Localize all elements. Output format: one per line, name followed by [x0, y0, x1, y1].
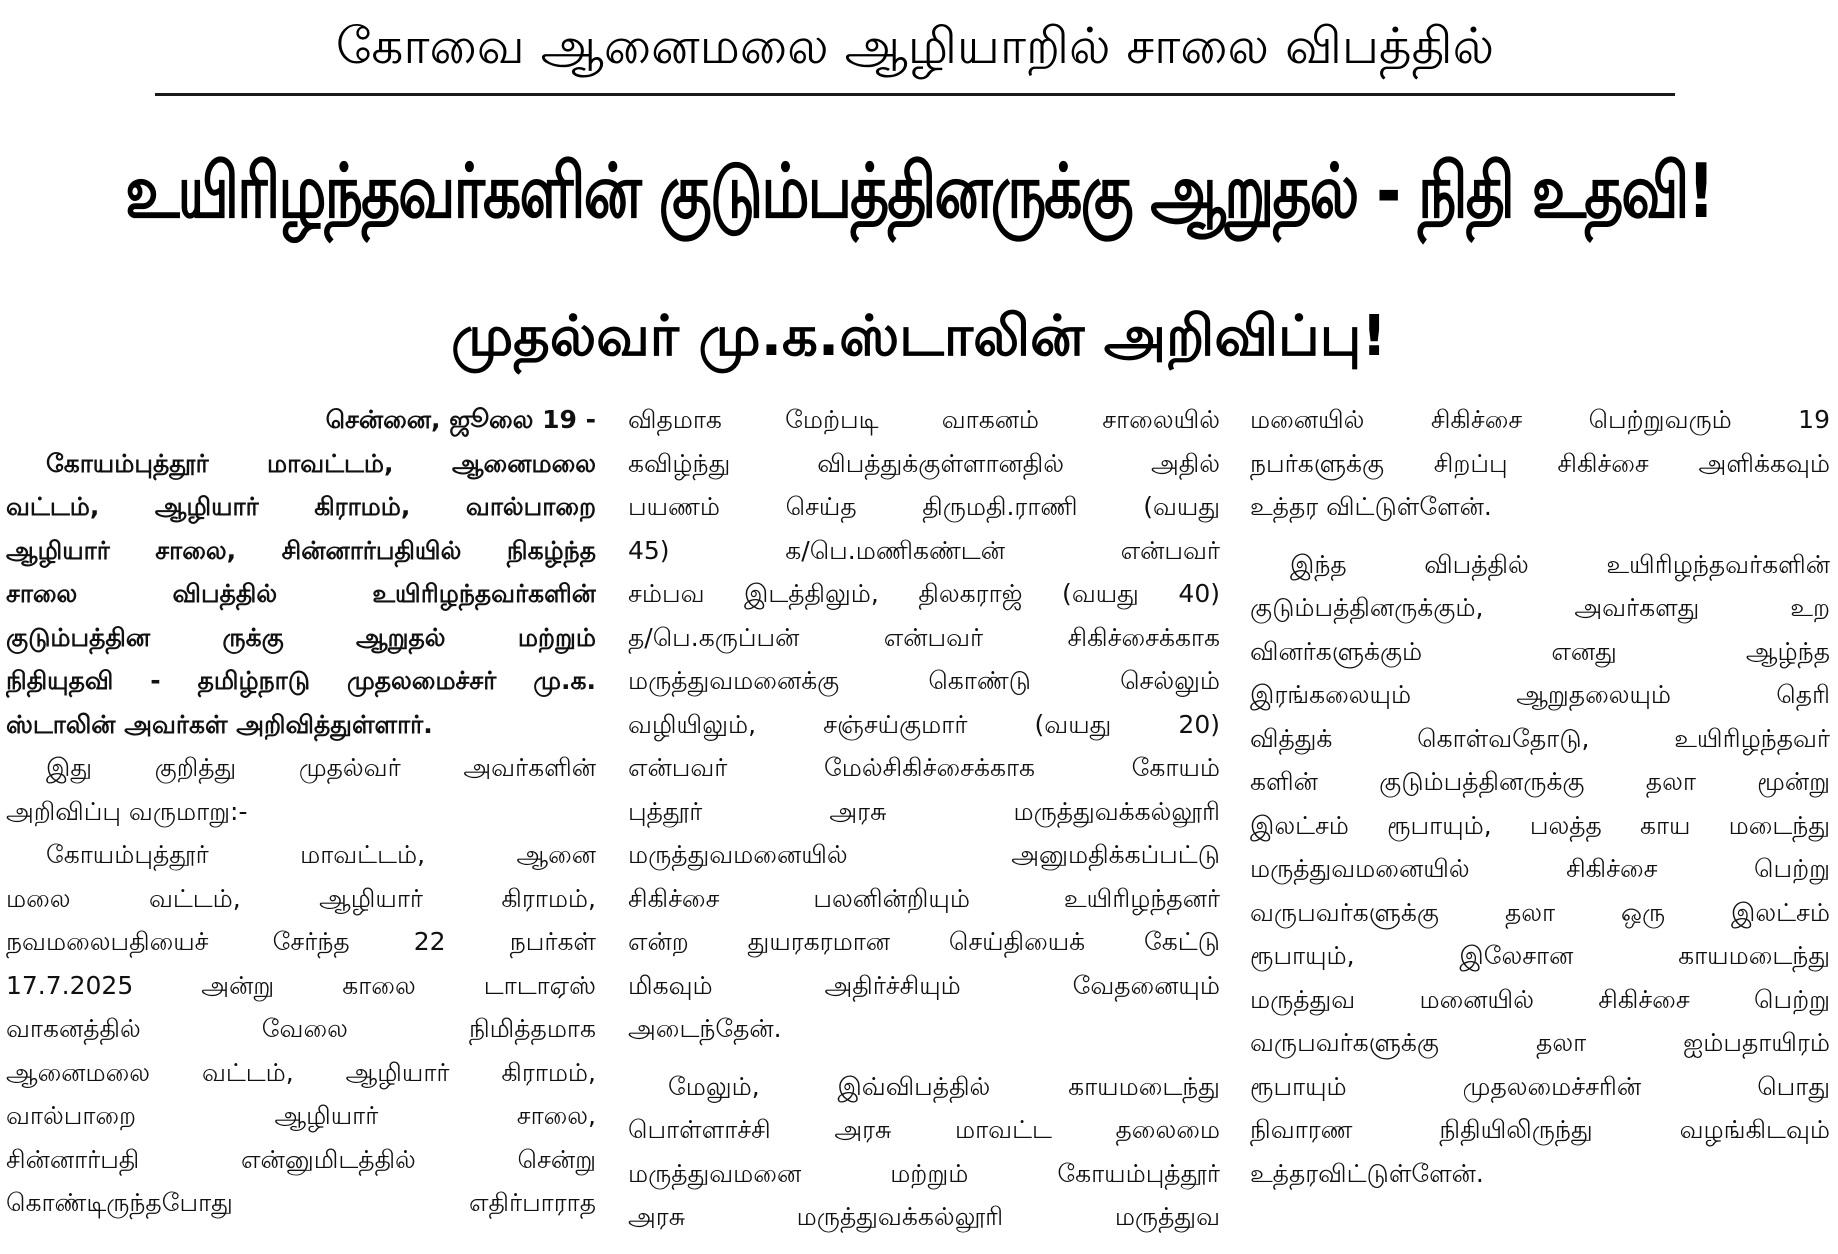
- body-line: குடும்பத்தினருக்கும், அவர்களது உற: [1250, 593, 1830, 622]
- body-line: வாகனத்தில் வேலை நிமித்தமாக: [6, 1014, 596, 1043]
- body-line: மருத்துவமனையில் சிகிச்சை பெற்று: [1250, 854, 1830, 883]
- body-line: மருத்துவமனை மற்றும் கோயம்புத்தூர்: [628, 1158, 1220, 1188]
- body-line: 45) க/பெ.மணிகண்டன் என்பவர்: [628, 535, 1220, 565]
- body-line: என்பவர் மேல்சிகிச்சைக்காக கோயம்: [628, 753, 1220, 782]
- body-line: ஆனைமலை வட்டம், ஆழியார் கிராமம்,: [6, 1057, 596, 1087]
- body-line: இரங்கலையும் ஆறுதலையும் தெரி: [1250, 680, 1830, 709]
- lead-line: ஸ்டாலின் அவர்கள் அறிவித்துள்ளார்.: [6, 709, 433, 739]
- body-line: மிகவும் அதிர்ச்சியும் வேதனையும்: [628, 970, 1220, 1000]
- body-line: அரசு மருத்துவக்கல்லூரி மருத்துவ: [628, 1202, 1220, 1231]
- body-line: நபர்களுக்கு சிறப்பு சிகிச்சை அளிக்கவும்: [1250, 448, 1830, 478]
- lead-line: நிதியுதவி - தமிழ்நாடு முதலமைச்சர் மு.க.: [6, 666, 596, 695]
- body-line: என்ற துயரகரமான செய்தியைக் கேட்டு: [628, 927, 1220, 956]
- lead-line: சாலை விபத்தில் உயிரிழந்தவர்களின்: [6, 579, 596, 608]
- body-line: நவமலைபதியைச் சேர்ந்த 22 நபர்கள்: [6, 927, 596, 956]
- article-column-3: [1250, 398, 1830, 1248]
- body-line: வினர்களுக்கும் எனது ஆழ்ந்த: [1250, 636, 1830, 666]
- body-line: வருபவர்களுக்கு தலா ஒரு இலட்சம்: [1250, 897, 1830, 927]
- intro-line: அறிவிப்பு வருமாறு:-: [6, 796, 248, 826]
- body-line: களின் குடும்பத்தினருக்கு தலா மூன்று: [1250, 767, 1830, 796]
- lead-line: கோயம்புத்தூர் மாவட்டம், ஆனைமலை: [46, 448, 596, 478]
- body-line: இந்த விபத்தில் உயிரிழந்தவர்களின்: [1290, 549, 1830, 579]
- body-line: புத்தூர் அரசு மருத்துவக்கல்லூரி: [628, 796, 1220, 826]
- body-line: ரூபாயும், இலேசான காயமடைந்து: [1250, 941, 1830, 970]
- body-line: வழியிலும், சஞ்சய்குமார் (வயது 20): [628, 709, 1220, 739]
- body-line: சம்பவ இடத்திலும், திலகராஜ் (வயது 40): [628, 579, 1220, 608]
- body-line: மலை வட்டம், ஆழியார் கிராமம்,: [6, 883, 596, 913]
- body-line: உத்தரவிட்டுள்ளேன்.: [1250, 1158, 1484, 1188]
- lead-line: ஆழியார் சாலை, சின்னார்பதியில் நிகழ்ந்த: [6, 535, 596, 565]
- body-line: பயணம் செய்த திருமதி.ராணி (வயது: [628, 492, 1220, 521]
- article-column-2: [628, 398, 1220, 1248]
- body-line: மருத்துவமனையில் அனுமதிக்கப்பட்டு: [628, 840, 1220, 869]
- body-line: வால்பாறை ஆழியார் சாலை,: [6, 1101, 596, 1130]
- body-line: கோயம்புத்தூர் மாவட்டம், ஆனை: [46, 840, 596, 869]
- paragraph-gap: [628, 1051, 1220, 1065]
- body-line: நிவாரண நிதியிலிருந்து வழங்கிடவும்: [1250, 1115, 1830, 1144]
- body-line: இலட்சம் ரூபாயும், பலத்த காய மடைந்து: [1250, 810, 1830, 840]
- lead-line: குடும்பத்தின ருக்கு ஆறுதல் மற்றும்: [6, 622, 596, 652]
- paragraph-gap: [1250, 529, 1830, 543]
- dateline: சென்னை, ஜூலை 19 -: [325, 405, 596, 434]
- body-line: மனையில் சிகிச்சை பெற்றுவரும் 19: [1250, 405, 1830, 434]
- body-line: மேலும், இவ்விபத்தில் காயமடைந்து: [668, 1071, 1220, 1101]
- body-line: அடைந்தேன்.: [628, 1014, 782, 1043]
- headline-divider: [155, 93, 1675, 96]
- main-headline: உயிரிழந்தவர்களின் குடும்பத்தினருக்கு ஆறுதல் - நிதி உதவி!: [125, 148, 1713, 236]
- body-line: சின்னார்பதி என்னுமிடத்தில் சென்று: [6, 1144, 596, 1174]
- body-line: உத்தர விட்டுள்ளேன்.: [1250, 492, 1492, 521]
- body-line: வருபவர்களுக்கு தலா ஐம்பதாயிரம்: [1250, 1028, 1830, 1057]
- body-line: கவிழ்ந்து விபத்துக்குள்ளானதில் அதில்: [628, 448, 1220, 478]
- lead-line: வட்டம், ஆழியார் கிராமம், வால்பாறை: [6, 492, 596, 521]
- body-line: விதமாக மேற்படி வாகனம் சாலையில்: [628, 405, 1220, 434]
- body-line: ரூபாயும் முதலமைச்சரின் பொது: [1250, 1071, 1830, 1101]
- body-line: வித்துக் கொள்வதோடு, உயிரிழந்தவர்: [1250, 723, 1830, 753]
- article-column-1: [6, 398, 596, 1248]
- body-line: பொள்ளாச்சி அரசு மாவட்ட தலைமை: [628, 1115, 1220, 1144]
- body-line: சிகிச்சை பலனின்றியும் உயிரிழந்தனர்: [628, 883, 1220, 913]
- kicker-headline: கோவை ஆனைமலை ஆழியாறில் சாலை விபத்தில்: [335, 17, 1495, 75]
- body-line: த/பெ.கருப்பன் என்பவர் சிகிச்சைக்காக: [628, 622, 1220, 652]
- body-line: 17.7.2025 அன்று காலை டாடாஏஸ்: [6, 970, 596, 1000]
- intro-line: இது குறித்து முதல்வர் அவர்களின்: [46, 753, 596, 782]
- body-line: மருத்துவ மனையில் சிகிச்சை பெற்று: [1250, 984, 1830, 1014]
- body-line: கொண்டிருந்தபோது எதிர்பாராத: [6, 1188, 596, 1217]
- sub-headline: முதல்வர் மு.க.ஸ்டாலின் அறிவிப்பு!: [451, 304, 1387, 369]
- body-line: மருத்துவமனைக்கு கொண்டு செல்லும்: [628, 666, 1220, 695]
